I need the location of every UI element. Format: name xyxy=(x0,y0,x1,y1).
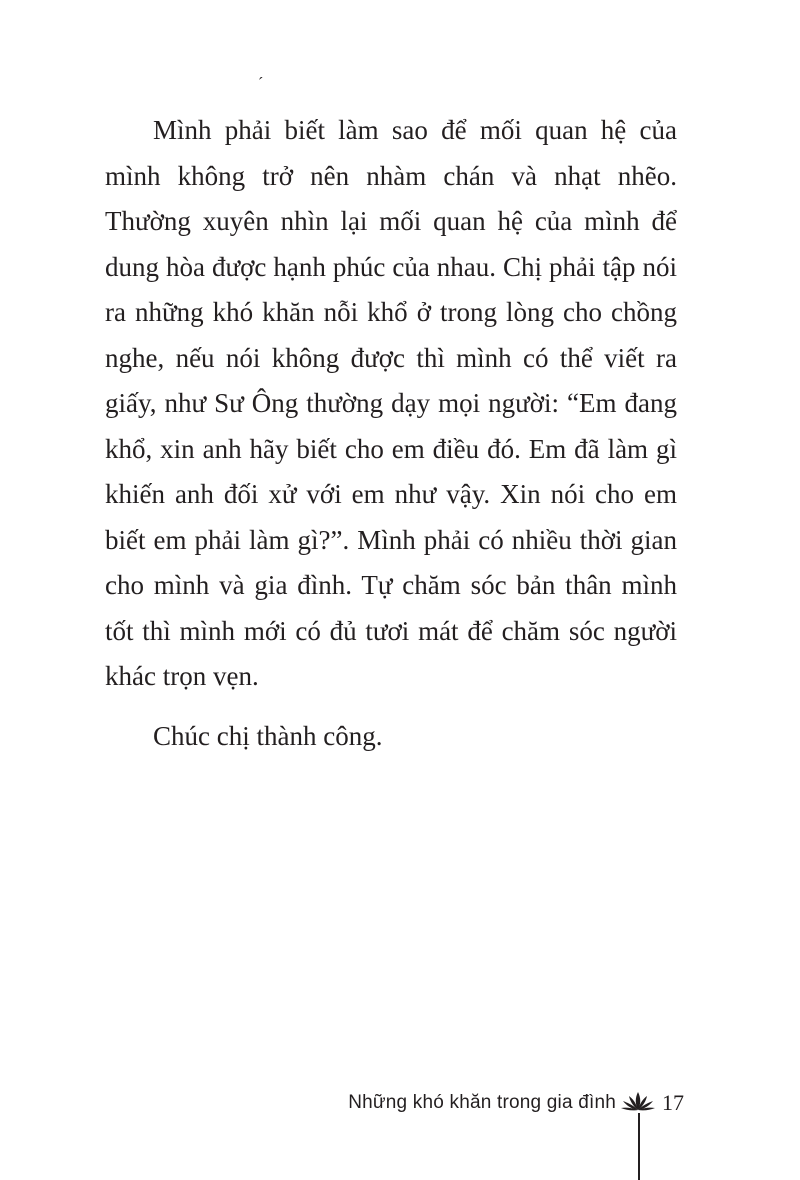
page-footer xyxy=(348,1088,684,1118)
running-title: Những khó khăn trong gia đình xyxy=(348,1092,616,1113)
stray-accent-mark: ˊ xyxy=(258,75,264,92)
lotus-stem-line xyxy=(638,1113,640,1180)
body-text xyxy=(105,108,677,759)
paragraph: Mình phải biết làm sao để mối quan hệ của mình không trở nên nhàm chán và nhạt nhẽo. Thường xuyên nhìn lại mối quan hệ của mình để dung hòa được hạnh phúc của nhau. Chị phải tập nói ra những khó khăn nỗi khổ ở trong lòng cho chồng nghe, nếu nói không được thì mình có thể viết ra giấy, như Sư Ông thường dạy mọi người: “Em đang khổ, xin anh hãy biết cho em điều đó. Em đã làm gì khiến anh đối xử với em như vậy. Xin nói cho em biết em phải làm gì?”. Mình phải có nhiều thời gian cho mình và gia đình. Tự chăm sóc bản thân mình tốt thì mình mới có đủ tươi mát để chăm sóc người khác trọn vẹn. xyxy=(105,115,677,691)
page-number: 17 xyxy=(662,1090,684,1115)
paragraph: Chúc chị thành công. xyxy=(153,720,383,751)
